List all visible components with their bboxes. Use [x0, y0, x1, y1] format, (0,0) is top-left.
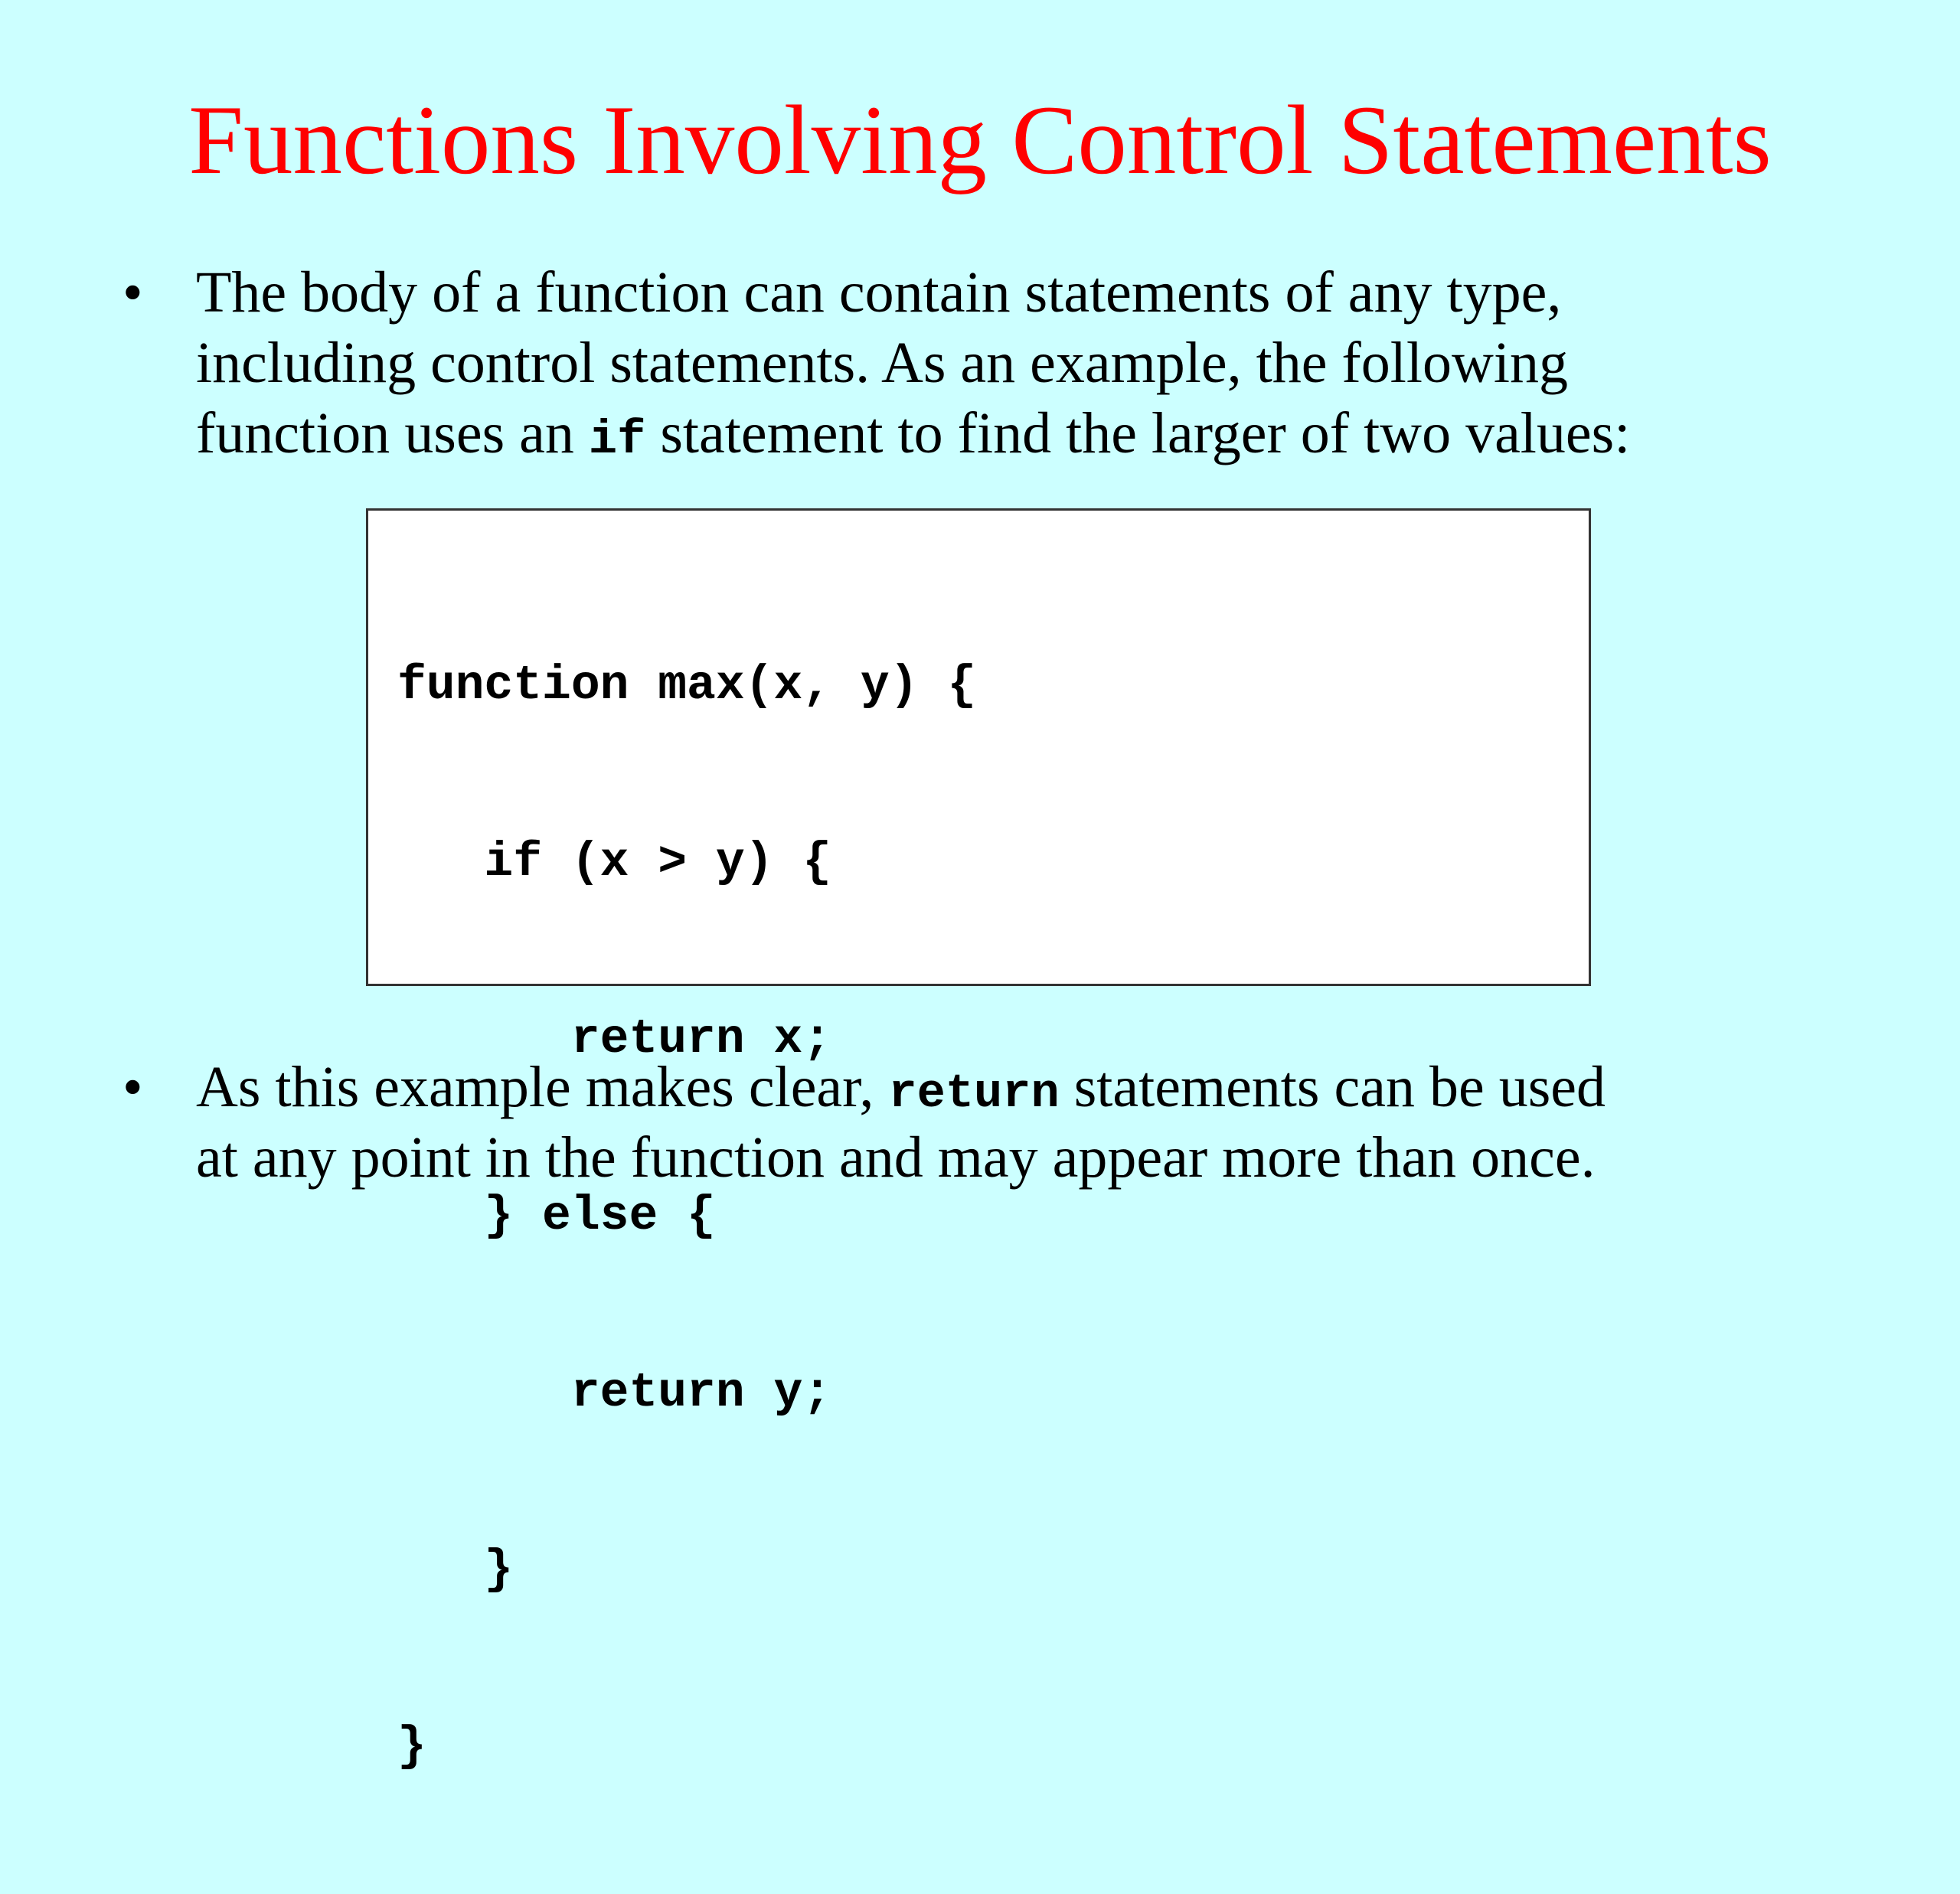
code-line-4: } else {	[397, 1189, 716, 1243]
bullet-icon: •	[122, 1055, 143, 1119]
code-line-3: return x;	[397, 1012, 832, 1066]
bullet-1-line-3	[196, 398, 1630, 469]
bullet-2-line-1	[196, 1052, 1606, 1122]
bullet-1-line-2: including control statements. As an example, the following	[196, 331, 1568, 395]
bullet-1-line-3-text-before: function uses an	[196, 401, 589, 465]
bullet-text-1	[196, 257, 1630, 469]
slide-title: Functions Involving Control Statements	[188, 85, 1772, 194]
code-line-5: return y;	[397, 1366, 832, 1420]
bullet-2-line-1-text-after: statements can be used	[1059, 1055, 1606, 1119]
bullet-2-line-1-text-before: As this example makes clear,	[196, 1055, 889, 1119]
inline-code-if: if	[588, 413, 646, 467]
code-line-1: function max(x, y) {	[397, 658, 977, 713]
bullet-1-line-1: The body of a function can contain statements of any type,	[196, 260, 1562, 325]
code-line-2: if (x > y) {	[397, 835, 832, 890]
code-lines	[397, 538, 976, 1894]
inline-code-return: return	[888, 1066, 1060, 1121]
bullet-1-line-3-text-after: statement to find the larger of two values:	[645, 401, 1631, 465]
code-line-6: }	[397, 1543, 514, 1597]
code-line-7: }	[397, 1719, 426, 1774]
bullet-icon: •	[122, 260, 143, 325]
bullet-text-2	[196, 1052, 1606, 1193]
bullet-2-line-2: at any point in the function and may appear more than once.	[196, 1125, 1596, 1190]
